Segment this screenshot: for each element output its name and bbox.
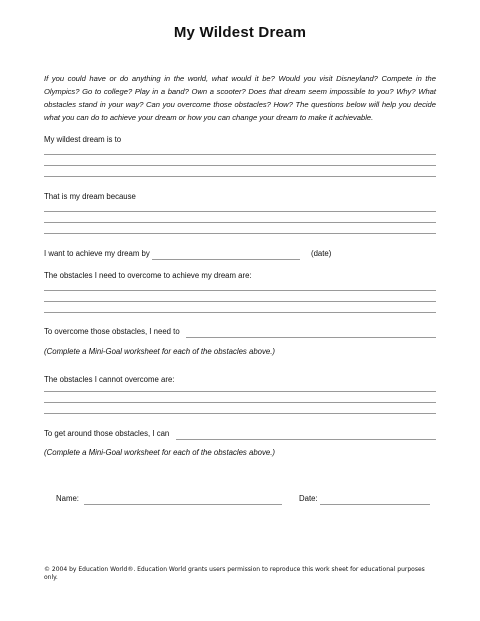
- get-around-prompt: To get around those obstacles, I can: [44, 429, 170, 438]
- achieve-prompt: I want to achieve my dream by: [44, 249, 150, 258]
- dream-line-2[interactable]: [44, 165, 436, 166]
- achieve-date-line[interactable]: [152, 259, 300, 260]
- because-line-2[interactable]: [44, 222, 436, 223]
- because-line-3[interactable]: [44, 233, 436, 234]
- overcome-line[interactable]: [186, 337, 436, 338]
- minigoal-note-1: (Complete a Mini-Goal worksheet for each of the obstacles above.): [44, 347, 275, 356]
- obstacles-line-1[interactable]: [44, 290, 436, 291]
- because-prompt: That is my dream because: [44, 192, 136, 201]
- dream-prompt: My wildest dream is to: [44, 135, 122, 144]
- name-label: Name:: [56, 494, 79, 503]
- date-label: Date:: [299, 494, 318, 503]
- get-around-line[interactable]: [176, 439, 436, 440]
- dream-line-3[interactable]: [44, 176, 436, 177]
- dream-line-1[interactable]: [44, 154, 436, 155]
- date-paren: (date): [311, 249, 332, 258]
- page-title: My Wildest Dream: [173, 24, 307, 41]
- intro-paragraph: If you could have or do anything in the world, what would it be? Would you visit Disneyland? Compete in the Olympics? Go to college? Play in a band? Own a scooter? Does that dream seem impossible to you? Why? What obstacles stand in your way? Can you overcome those obstacles? How? The questions below will help you decide what you can do to achieve your dream or how you can change your dream to make it achievable.: [44, 74, 436, 122]
- cannot-prompt: The obstacles I cannot overcome are:: [44, 375, 175, 384]
- cannot-line-3[interactable]: [44, 413, 436, 414]
- cannot-line-2[interactable]: [44, 402, 436, 403]
- obstacles-line-3[interactable]: [44, 312, 436, 313]
- obstacles-line-2[interactable]: [44, 301, 436, 302]
- name-field[interactable]: [84, 504, 282, 505]
- copyright-footer: © 2004 by Education World®. Education World grants users permission to reproduce this work sheet for educational purposes only.: [44, 566, 425, 581]
- because-line-1[interactable]: [44, 211, 436, 212]
- cannot-line-1[interactable]: [44, 391, 436, 392]
- date-field[interactable]: [320, 504, 430, 505]
- minigoal-note-2: (Complete a Mini-Goal worksheet for each of the obstacles above.): [44, 448, 275, 457]
- overcome-prompt: To overcome those obstacles, I need to: [44, 327, 180, 336]
- obstacles-prompt: The obstacles I need to overcome to achieve my dream are:: [44, 271, 252, 280]
